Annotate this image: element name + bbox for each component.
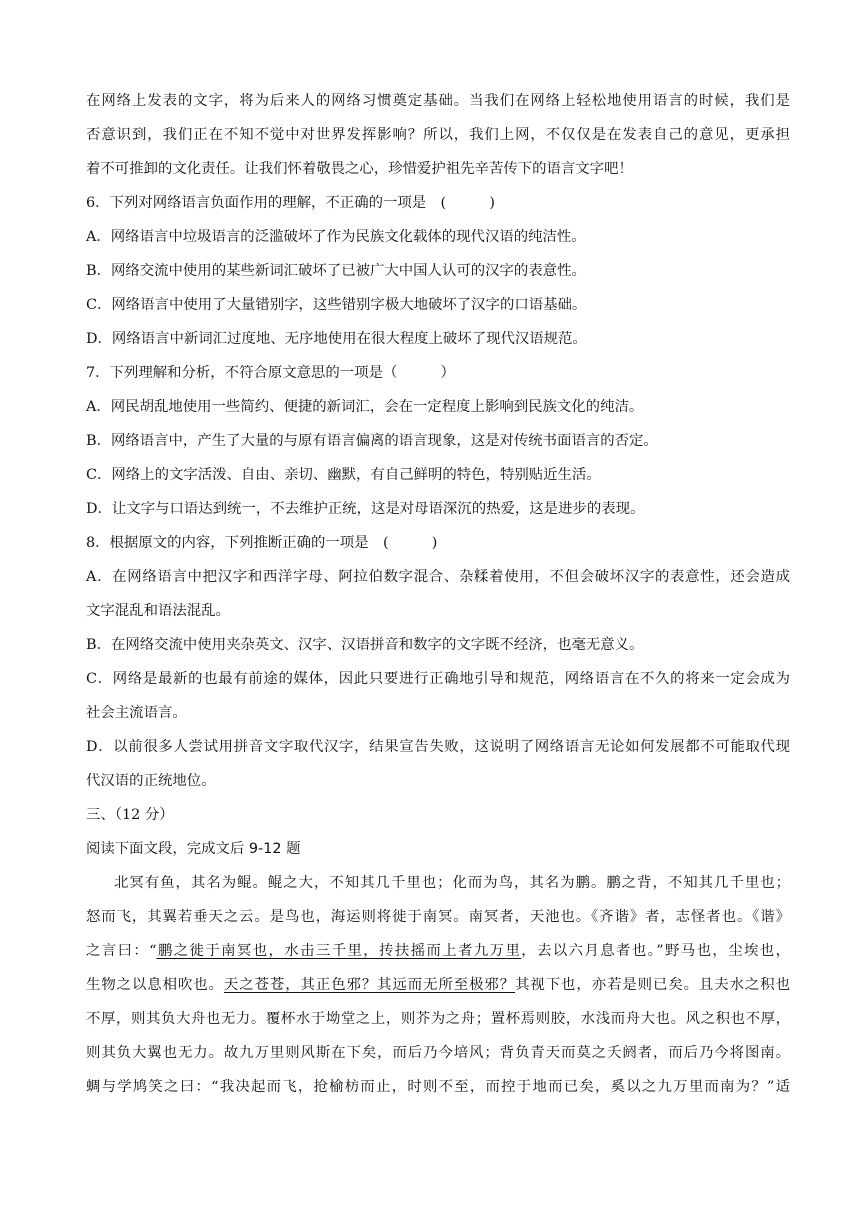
question-6 xyxy=(86,186,790,356)
classical-passage xyxy=(86,866,790,1104)
passage-line: 蜩与学鸠笑之曰：“我决起而飞，抢榆枋而止，时则不至，而控于地而已矣，奚以之九万里而南为？”适 xyxy=(86,1079,790,1095)
passage-line: 之言曰：“鹏之徙于南冥也，水击三千里，抟扶摇而上者九万里，去以六月息者也。”野马也，尘埃也， xyxy=(86,943,790,959)
passage-line: 北冥有鱼，其名为鲲。鲲之大，不知其几千里也；化而为鸟，其名为鹏。鹏之背，不知其几千里也； xyxy=(114,875,790,891)
passage-line: 生物之以息相吹也。天之苍苍，其正色邪？其远而无所至极邪？其视下也，亦若是则已矣。且夫水之积也 xyxy=(86,977,790,993)
option-b: B．在网络交流中使用夹杂英文、汉字、汉语拼音和数字的文字既不经济，也毫无意义。 xyxy=(86,637,644,653)
document-page xyxy=(86,84,790,1104)
option-d: D．以前很多人尝试用拼音文字取代汉字，结果宣告失败，这说明了网络语言无论如何发展都不可能取代现 xyxy=(86,739,790,755)
option-a: A．网络语言中垃圾语言的泛滥破坏了作为民族文化载体的现代汉语的纯洁性。 xyxy=(86,229,586,245)
paragraph-line: 在网络上发表的文字，将为后来人的网络习惯奠定基础。当我们在网络上轻松地使用语言的时候，我们是 xyxy=(86,93,790,109)
option-c-continued: 社会主流语言。 xyxy=(86,705,187,721)
question-stem: 6．下列对网络语言负面作用的理解，不正确的一项是 ( ) xyxy=(86,195,495,211)
option-a-continued: 文字混乱和语法混乱。 xyxy=(86,603,230,619)
question-7 xyxy=(86,356,790,526)
question-range: 9-12 xyxy=(248,841,282,857)
option-c: C．网络语言中使用了大量错别字，这些错别字极大地破坏了汉字的口语基础。 xyxy=(86,297,587,313)
option-b: B．网络交流中使用的某些新词汇破坏了已被广大中国人认可的汉字的表意性。 xyxy=(86,263,586,279)
section-instruction: 阅读下面文段，完成文后 9-12 题 xyxy=(86,841,301,857)
passage-line: 则其负大翼也无力。故九万里则风斯在下矣，而后乃今培风；背负青天而莫之夭阏者，而后乃今将图南。 xyxy=(86,1045,790,1061)
passage-line: 怒而飞，其翼若垂天之云。是鸟也，海运则将徙于南冥。南冥者，天池也。《齐谐》者，志怪者也。《谐》 xyxy=(86,909,790,925)
question-stem: 8．根据原文的内容，下列推断正确的一项是 ( ) xyxy=(86,535,438,551)
question-stem: 7．下列理解和分析，不符合原文意思的一项是（ ） xyxy=(86,365,455,381)
option-d: D．网络语言中新词汇过度地、无序地使用在很大程度上破坏了现代汉语规范。 xyxy=(86,331,587,347)
option-c: C．网络是最新的也最有前途的媒体，因此只要进行正确地引导和规范，网络语言在不久的将来一定会成为 xyxy=(86,671,790,687)
paragraph-line: 否意识到，我们正在不知不觉中对世界发挥影响？所以，我们上网，不仅仅是在发表自己的意见，更承担 xyxy=(86,127,790,143)
intro-paragraph xyxy=(86,84,790,186)
option-c: C．网络上的文字活泼、自由、亲切、幽默，有自己鲜明的特色，特别贴近生活。 xyxy=(86,467,601,483)
underlined-sentence: 天之苍苍，其正色邪？其远而无所至极邪？ xyxy=(223,977,516,993)
option-d: D．让文字与口语达到统一，不去维护正统，这是对母语深沉的热爱，这是进步的表现。 xyxy=(86,501,645,517)
underlined-sentence: 鹏之徙于南冥也，水击三千里，抟扶摇而上者九万里 xyxy=(156,943,522,959)
option-a: A．网民胡乱地使用一些简约、便捷的新词汇，会在一定程度上影响到民族文化的纯洁。 xyxy=(86,399,644,415)
option-b: B．网络语言中，产生了大量的与原有语言偏离的语言现象，这是对传统书面语言的否定。 xyxy=(86,433,658,449)
section-heading: 三、（12 分） xyxy=(86,807,174,823)
option-d-continued: 代汉语的正统地位。 xyxy=(86,773,216,789)
passage-line: 不厚，则其负大舟也无力。覆杯水于坳堂之上，则芥为之舟；置杯焉则胶，水浅而舟大也。风之积也不厚， xyxy=(86,1011,790,1027)
option-a: A．在网络语言中把汉字和西洋字母、阿拉伯数字混合、杂糅着使用，不但会破坏汉字的表意性，还会造成 xyxy=(86,569,790,585)
section-3 xyxy=(86,798,790,866)
paragraph-line: 着不可推卸的文化责任。让我们怀着敬畏之心，珍惜爱护祖先辛苦传下的语言文字吧！ xyxy=(86,161,633,177)
question-8 xyxy=(86,526,790,798)
